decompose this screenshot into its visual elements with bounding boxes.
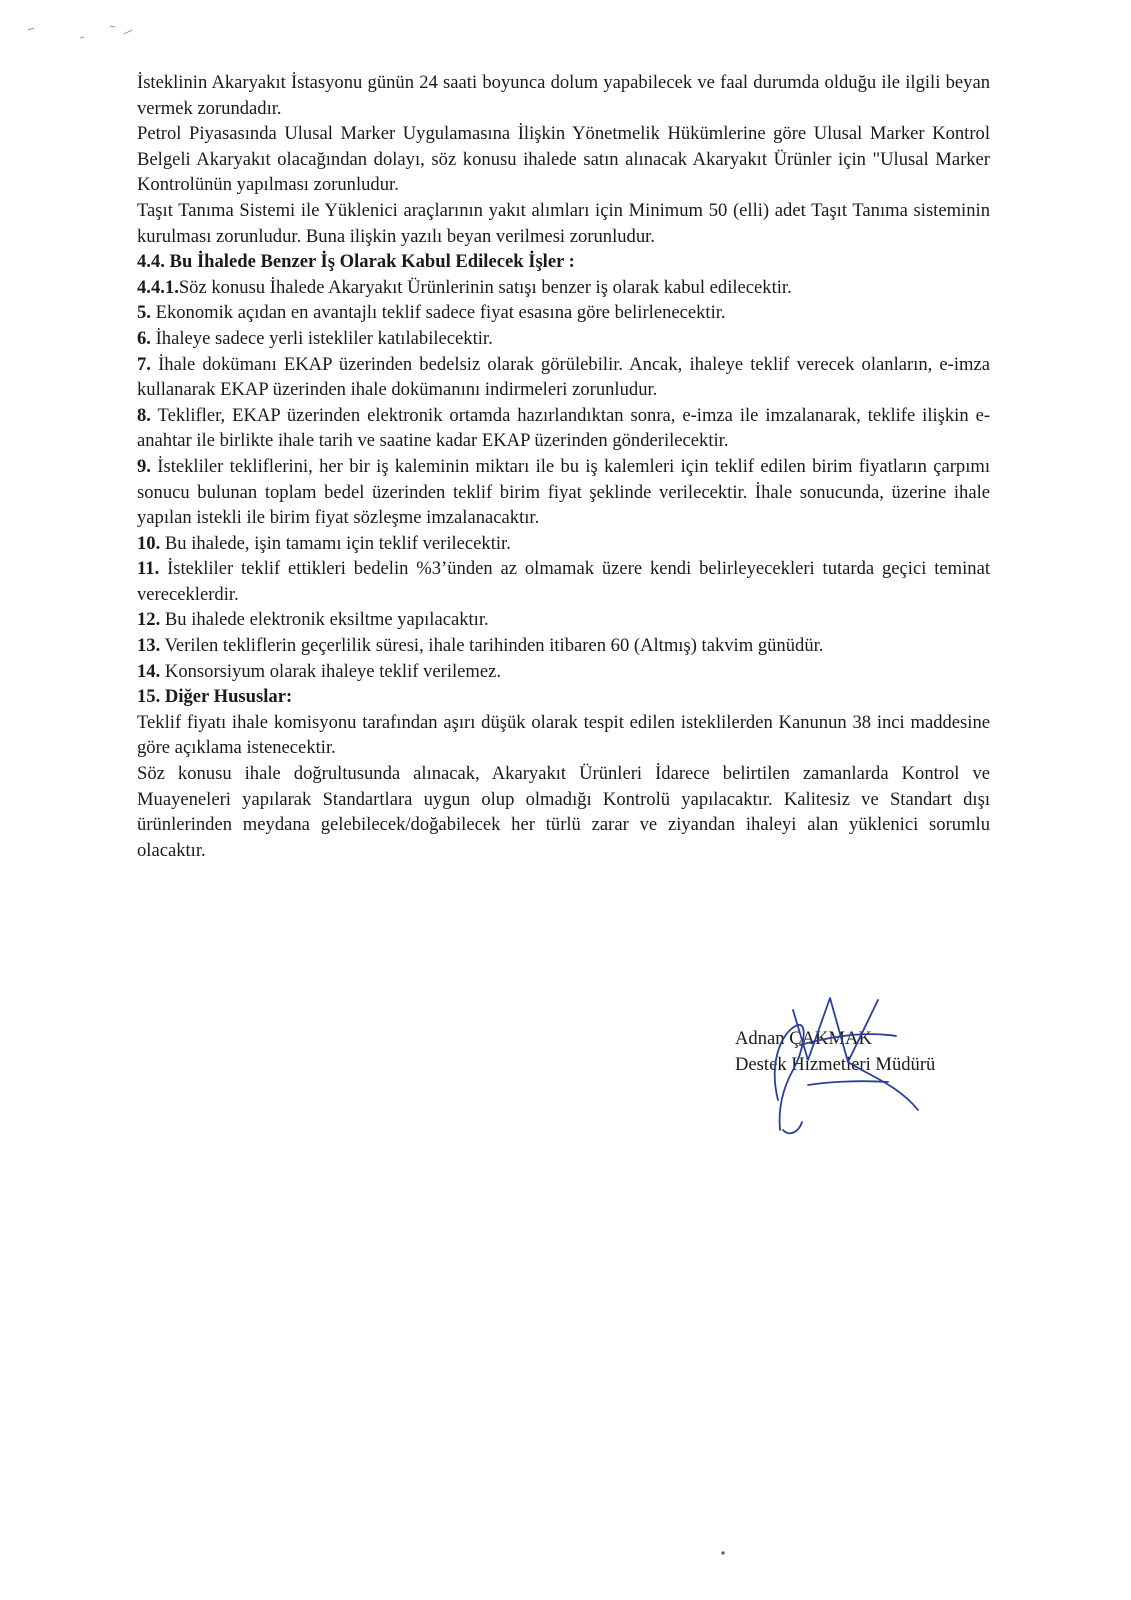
clause-text: Verilen tekliflerin geçerlilik süresi, ihale tarihinden itibaren 60 (Altmış) takvim günüdür.	[164, 635, 824, 657]
clause-7	[137, 352, 990, 403]
paragraph-asiri-dusuk	[137, 710, 990, 761]
section-number: 15.	[137, 686, 161, 708]
clause-12	[137, 607, 990, 633]
paragraph-text: Taşıt Tanıma Sistemi ile Yüklenici araçlarının yakıt alımları için Minimum 50 (elli) adet Taşıt Tanıma sisteminin kurulması zorunludur. Buna ilişkin yazılı beyan verilmesi zorunludur.	[137, 199, 990, 247]
paragraph-tasit-tanima	[137, 198, 990, 249]
clause-number: 5.	[137, 302, 151, 324]
section-heading-benzer-is	[137, 249, 990, 275]
clause-text: Bu ihalede, işin tamamı için teklif verilecektir.	[164, 532, 511, 554]
clause-text: İhaleye sadece yerli istekliler katılabilecektir.	[155, 327, 493, 349]
clause-10	[137, 531, 990, 557]
clause-number: 14.	[137, 660, 161, 682]
clause-text: Bu ihalede elektronik eksiltme yapılacaktır.	[164, 609, 489, 631]
signatory-title: Destek Hizmetleri Müdürü	[735, 1054, 936, 1075]
paragraph-text: Teklif fiyatı ihale komisyonu tarafından aşırı düşük olarak tespit edilen isteklilerden Kanunun 38 inci maddesine göre açıklama istenecektir.	[137, 711, 990, 759]
clause-text: İstekliler tekliflerini, her bir iş kaleminin miktarı ile bu iş kalemleri için teklif edilen birim fiyatların çarpımı sonucu bulunan toplam bedel üzerinden teklif birim fiyat şeklinde verilecektir. İhale sonucunda, üzerine ihale yapılan istekli ile birim fiyat sözleşme imzalanacaktır.	[137, 455, 990, 529]
signatory-name: Adnan ÇAKMAK	[735, 1028, 872, 1049]
clause-text: İstekliler teklif ettikleri bedelin %3’ünden az olmamak üzere kendi belirleyecekleri tutarda geçici teminat vereceklerdir.	[137, 558, 990, 605]
clause-number: 8.	[137, 404, 151, 426]
clause-number: 7.	[137, 353, 151, 375]
clause-6	[137, 326, 990, 352]
clause-number: 13.	[137, 635, 161, 657]
paragraph-istasyon	[137, 70, 990, 121]
clause-number: 11.	[137, 558, 160, 580]
clause-8	[137, 403, 990, 454]
clause-4-4-1	[137, 275, 990, 301]
clause-13	[137, 633, 990, 659]
paragraph-ulusal-marker	[137, 121, 990, 198]
clause-text: Söz konusu İhalede Akaryakıt Ürünlerinin satışı benzer iş olarak kabul edilecektir.	[178, 276, 792, 298]
paragraph-kontrol-muayene	[137, 761, 990, 863]
clause-text: Teklifler, EKAP üzerinden elektronik ortamda hazırlandıktan sonra, e-imza ile imzalanarak, teklife ilişkin e-anahtar ile birlikte ihale tarih ve saatine kadar EKAP üzerinden gönderilecektir.	[137, 404, 991, 452]
clause-text: İhale dokümanı EKAP üzerinden bedelsiz olarak görülebilir. Ancak, ihaleye teklif verecek olanların, e-imza kullanarak EKAP üzerinden ihale dokümanını indirmeleri zorunludur.	[137, 353, 990, 401]
paragraph-text: Söz konusu ihale doğrultusunda alınacak, Akaryakıt Ürünleri İdarece belirtilen zamanlarda Kontrol ve Muayeneleri yapılarak Standartlara uygun olup olmadığı Kontrolü yapılacaktır. Kalitesiz ve Standart dışı ürünlerinden meydana gelebilecek/doğabilecek her türlü zarar ve ziyandan ihaleyi alan yüklenici sorumlu olacaktır.	[137, 763, 990, 861]
clause-text: Konsorsiyum olarak ihaleye teklif verilemez.	[164, 660, 502, 682]
clause-9	[137, 454, 990, 531]
clause-number: 12.	[137, 609, 161, 631]
section-heading-text: Bu İhalede Benzer İş Olarak Kabul Edilecek İşler :	[169, 251, 575, 273]
signature-block	[735, 1026, 995, 1078]
document-body	[137, 70, 990, 863]
clause-number: 4.4.1.	[137, 276, 179, 298]
section-heading-diger-hususlar	[137, 684, 990, 710]
clause-11	[137, 556, 990, 607]
clause-number: 9.	[137, 455, 151, 477]
clause-5	[137, 300, 990, 326]
section-heading-text: Diğer Hususlar:	[164, 686, 293, 708]
section-number: 4.4.	[137, 251, 165, 273]
scan-artifact-dot	[718, 1548, 728, 1558]
clause-number: 10.	[137, 532, 161, 554]
scan-artifact-marks	[20, 18, 140, 48]
clause-text: Ekonomik açıdan en avantajlı teklif sadece fiyat esasına göre belirlenecektir.	[155, 302, 726, 324]
paragraph-text: Petrol Piyasasında Ulusal Marker Uygulamasına İlişkin Yönetmelik Hükümlerine göre Ulusal Marker Kontrol Belgeli Akaryakıt olacağından dolayı, söz konusu ihalede satın alınacak Akaryakıt Ürünler için "Ulusal Marker Kontrolünün yapılması zorunludur.	[137, 123, 990, 196]
clause-14	[137, 659, 990, 685]
paragraph-text: İsteklinin Akaryakıt İstasyonu günün 24 saati boyunca dolum yapabilecek ve faal durumda olduğu ile ilgili beyan vermek zorundadır.	[137, 72, 990, 119]
clause-number: 6.	[137, 327, 151, 349]
